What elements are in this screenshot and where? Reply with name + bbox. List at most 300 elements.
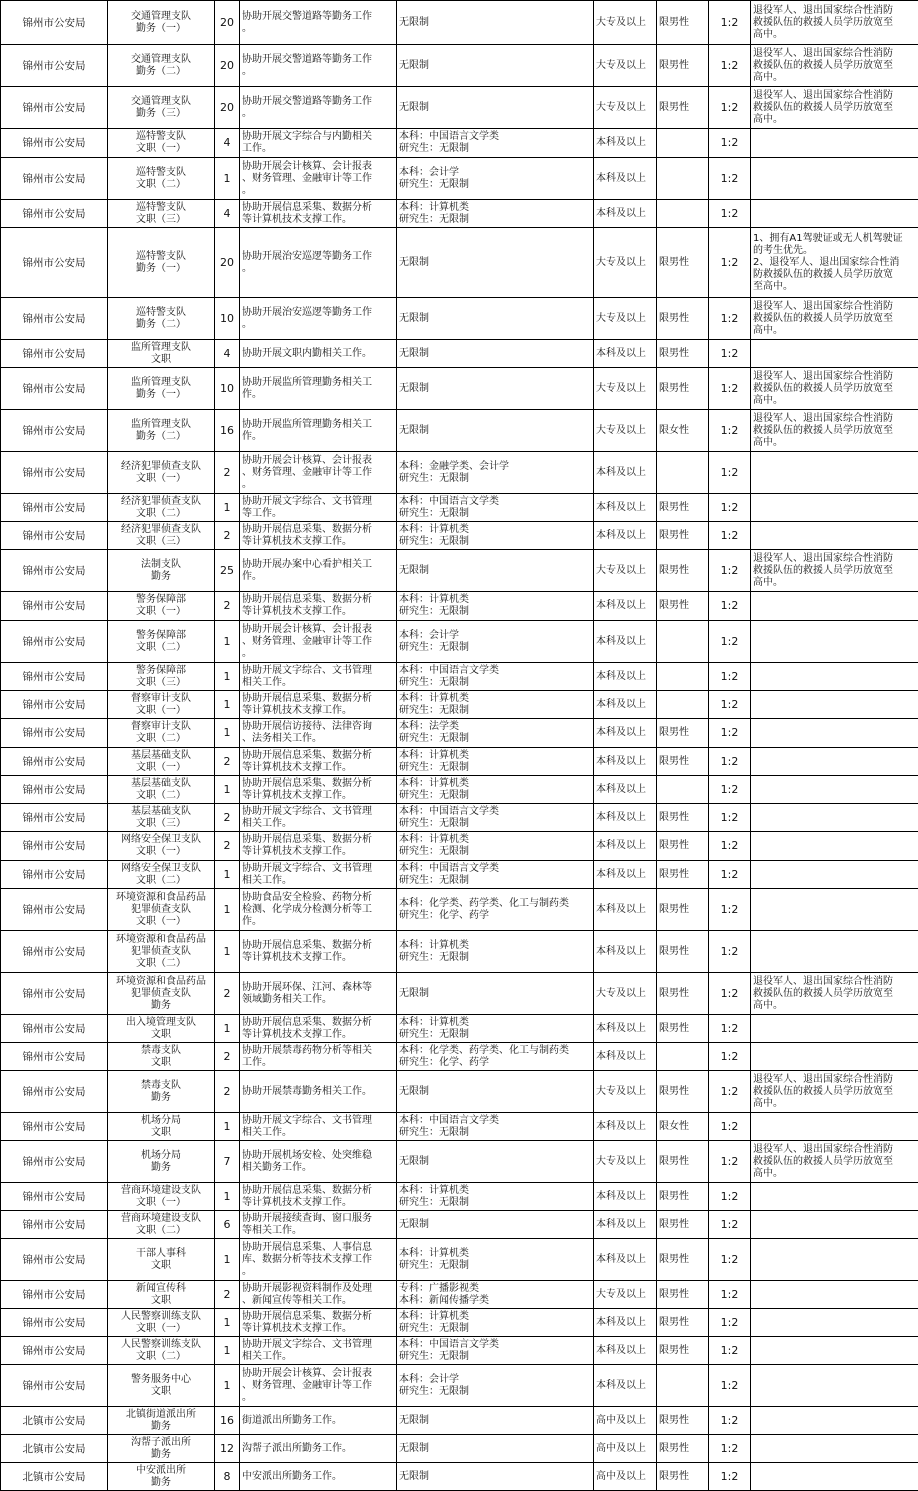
note-cell [751,1239,918,1281]
gender-cell [657,129,709,158]
note-cell [751,200,918,228]
ratio-cell: 1:2 [709,832,751,861]
position-cell: 出入境管理支队 文职 [108,1015,215,1043]
note-cell [751,494,918,522]
position-cell: 沟帮子派出所 勤务 [108,1435,215,1463]
major-cell: 本科：法学类 研究生：无限制 [397,719,594,748]
gender-cell: 限男性 [657,1309,709,1337]
major-cell: 本科：中国语言文学类 研究生：无限制 [397,494,594,522]
note-cell [751,1407,918,1435]
duty-cell: 协助开展监所管理勤务相关工 作。 [240,368,397,410]
count-cell: 1 [215,1309,240,1337]
ratio-cell: 1:2 [709,340,751,368]
ratio-cell: 1:2 [709,1435,751,1463]
position-cell: 巡特警支队 勤务（一） [108,228,215,298]
major-cell: 本科：计算机类 研究生：无限制 [397,1015,594,1043]
table-row [1,1463,918,1491]
count-cell: 1 [215,621,240,663]
ratio-cell: 1:2 [709,1365,751,1407]
gender-cell: 限男性 [657,931,709,973]
education-cell: 本科及以上 [594,889,657,931]
count-cell: 20 [215,45,240,87]
gender-cell: 限男性 [657,592,709,621]
duty-cell: 协助开展信息采集、数据分析 等计算机技术支撑工作。 [240,200,397,228]
count-cell: 2 [215,452,240,494]
position-cell: 干部人事科 文职 [108,1239,215,1281]
position-cell: 监所管理支队 勤务（一） [108,368,215,410]
major-cell: 本科：中国语言文学类 研究生：无限制 [397,861,594,889]
note-cell [751,776,918,804]
count-cell: 1 [215,1015,240,1043]
table-row [1,158,918,200]
ratio-cell: 1:2 [709,1015,751,1043]
major-cell: 本科：计算机类 研究生：无限制 [397,748,594,776]
unit-cell: 锦州市公安局 [1,1183,108,1211]
major-cell: 本科：中国语言文学类 研究生：无限制 [397,1337,594,1365]
count-cell: 2 [215,1043,240,1071]
gender-cell: 限男性 [657,889,709,931]
unit-cell: 锦州市公安局 [1,550,108,592]
note-cell: 退役军人、退出国家综合性消防 救援队伍的救援人员学历放宽至 高中。 [751,410,918,452]
table-row [1,1407,918,1435]
note-cell [751,1043,918,1071]
unit-cell: 锦州市公安局 [1,663,108,691]
unit-cell: 锦州市公安局 [1,1,108,45]
major-cell: 本科：中国语言文学类 研究生：无限制 [397,663,594,691]
table-row [1,228,918,298]
count-cell: 1 [215,663,240,691]
table-row [1,1183,918,1211]
count-cell: 12 [215,1435,240,1463]
table-row [1,889,918,931]
ratio-cell: 1:2 [709,1043,751,1071]
major-cell: 无限制 [397,1,594,45]
education-cell: 本科及以上 [594,592,657,621]
gender-cell: 限男性 [657,45,709,87]
count-cell: 1 [215,691,240,719]
position-cell: 北镇街道派出所 勤务 [108,1407,215,1435]
table-row [1,861,918,889]
table-row [1,1309,918,1337]
position-cell: 机场分局 勤务 [108,1141,215,1183]
note-cell [751,1463,918,1491]
education-cell: 大专及以上 [594,973,657,1015]
table-row [1,1239,918,1281]
table-row [1,719,918,748]
unit-cell: 锦州市公安局 [1,368,108,410]
gender-cell [657,200,709,228]
position-cell: 新闻宣传科 文职 [108,1281,215,1309]
unit-cell: 锦州市公安局 [1,410,108,452]
table-row [1,592,918,621]
duty-cell: 街道派出所勤务工作。 [240,1407,397,1435]
gender-cell: 限男性 [657,1281,709,1309]
major-cell: 本科：计算机类 研究生：无限制 [397,832,594,861]
education-cell: 本科及以上 [594,1309,657,1337]
major-cell: 无限制 [397,45,594,87]
table-row [1,1043,918,1071]
major-cell: 本科：会计学 研究生：无限制 [397,1365,594,1407]
education-cell: 大专及以上 [594,87,657,129]
position-cell: 经济犯罪侦查支队 文职（二） [108,494,215,522]
education-cell: 本科及以上 [594,861,657,889]
count-cell: 7 [215,1141,240,1183]
duty-cell: 协助开展文字综合、文书管理 相关工作。 [240,1113,397,1141]
unit-cell: 锦州市公安局 [1,973,108,1015]
duty-cell: 协助开展信息采集、数据分析 等计算机技术支撑工作。 [240,1015,397,1043]
gender-cell: 限男性 [657,1071,709,1113]
education-cell: 本科及以上 [594,1043,657,1071]
duty-cell: 协助开展接续查询、窗口服务 等相关工作。 [240,1211,397,1239]
position-cell: 网络安全保卫支队 文职（二） [108,861,215,889]
major-cell: 无限制 [397,1463,594,1491]
major-cell: 本科：计算机类 研究生：无限制 [397,931,594,973]
duty-cell: 协助开展信息采集、数据分析 等计算机技术支撑工作。 [240,832,397,861]
education-cell: 本科及以上 [594,200,657,228]
position-cell: 机场分局 文职 [108,1113,215,1141]
ratio-cell: 1:2 [709,663,751,691]
table-row [1,410,918,452]
table-row [1,340,918,368]
duty-cell: 协助开展禁毒勤务相关工作。 [240,1071,397,1113]
ratio-cell: 1:2 [709,621,751,663]
unit-cell: 锦州市公安局 [1,522,108,550]
duty-cell: 协助开展信息采集、人事信息 库、数据分析等技术支撑工作 。 [240,1239,397,1281]
table-row [1,368,918,410]
duty-cell: 协助开展影视资料制作及处理 、新闻宣传等相关工作。 [240,1281,397,1309]
ratio-cell: 1:2 [709,1211,751,1239]
major-cell: 无限制 [397,410,594,452]
gender-cell: 限男性 [657,973,709,1015]
duty-cell: 沟帮子派出所勤务工作。 [240,1435,397,1463]
note-cell [751,1113,918,1141]
duty-cell: 协助开展环保、江河、森林等 领域勤务相关工作。 [240,973,397,1015]
ratio-cell: 1:2 [709,1183,751,1211]
gender-cell: 限男性 [657,87,709,129]
unit-cell: 北镇市公安局 [1,1435,108,1463]
table-row [1,1071,918,1113]
duty-cell: 协助开展会计核算、会计报表 、财务管理、金融审计等工作 。 [240,621,397,663]
duty-cell: 协助开展信息采集、数据分析 等计算机技术支撑工作。 [240,776,397,804]
education-cell: 本科及以上 [594,832,657,861]
education-cell: 本科及以上 [594,1183,657,1211]
unit-cell: 锦州市公安局 [1,87,108,129]
count-cell: 2 [215,832,240,861]
ratio-cell: 1:2 [709,494,751,522]
duty-cell: 协助开展治安巡逻等勤务工作 。 [240,228,397,298]
count-cell: 20 [215,1,240,45]
position-cell: 网络安全保卫支队 文职（一） [108,832,215,861]
note-cell [751,1365,918,1407]
note-cell: 退役军人、退出国家综合性消防 救援队伍的救援人员学历放宽至 高中。 [751,1,918,45]
major-cell: 本科：计算机类 研究生：无限制 [397,1309,594,1337]
ratio-cell: 1:2 [709,228,751,298]
gender-cell: 限男性 [657,1435,709,1463]
ratio-cell: 1:2 [709,368,751,410]
ratio-cell: 1:2 [709,452,751,494]
unit-cell: 北镇市公安局 [1,1407,108,1435]
table-row [1,1015,918,1043]
count-cell: 2 [215,748,240,776]
gender-cell: 限男性 [657,804,709,832]
duty-cell: 协助开展文字综合、文书管理 相关工作。 [240,861,397,889]
note-cell [751,861,918,889]
gender-cell: 限男性 [657,522,709,550]
unit-cell: 锦州市公安局 [1,1239,108,1281]
unit-cell: 锦州市公安局 [1,1043,108,1071]
position-cell: 交通管理支队 勤务（三） [108,87,215,129]
duty-cell: 协助食品安全检验、药物分析 检测、化学成分检测分析等工 作。 [240,889,397,931]
gender-cell [657,776,709,804]
unit-cell: 锦州市公安局 [1,340,108,368]
table-row [1,1141,918,1183]
duty-cell: 协助开展文字综合、文书管理 相关工作。 [240,804,397,832]
unit-cell: 锦州市公安局 [1,1211,108,1239]
gender-cell: 限男性 [657,1463,709,1491]
ratio-cell: 1:2 [709,1281,751,1309]
table-row [1,748,918,776]
education-cell: 本科及以上 [594,719,657,748]
table-row [1,1337,918,1365]
ratio-cell: 1:2 [709,200,751,228]
gender-cell [657,691,709,719]
education-cell: 高中及以上 [594,1407,657,1435]
ratio-cell: 1:2 [709,748,751,776]
gender-cell [657,1365,709,1407]
table-row [1,1435,918,1463]
duty-cell: 协助开展监所管理勤务相关工 作。 [240,410,397,452]
education-cell: 本科及以上 [594,494,657,522]
count-cell: 1 [215,1337,240,1365]
duty-cell: 协助开展文字综合、文书管理 等工作。 [240,494,397,522]
position-cell: 督察审计支队 文职（一） [108,691,215,719]
unit-cell: 北镇市公安局 [1,1463,108,1491]
major-cell: 本科：计算机类 研究生：无限制 [397,776,594,804]
table-row [1,663,918,691]
ratio-cell: 1:2 [709,1309,751,1337]
count-cell: 10 [215,368,240,410]
count-cell: 1 [215,931,240,973]
ratio-cell: 1:2 [709,1407,751,1435]
gender-cell: 限男性 [657,861,709,889]
note-cell: 退役军人、退出国家综合性消防 救援队伍的救援人员学历放宽至 高中。 [751,1071,918,1113]
count-cell: 20 [215,87,240,129]
education-cell: 本科及以上 [594,158,657,200]
unit-cell: 锦州市公安局 [1,45,108,87]
count-cell: 1 [215,1183,240,1211]
duty-cell: 协助开展办案中心看护相关工 作。 [240,550,397,592]
education-cell: 大专及以上 [594,1071,657,1113]
education-cell: 大专及以上 [594,298,657,340]
note-cell: 退役军人、退出国家综合性消防 救援队伍的救援人员学历放宽至 高中。 [751,973,918,1015]
duty-cell: 协助开展会计核算、会计报表 、财务管理、金融审计等工作 。 [240,452,397,494]
unit-cell: 锦州市公安局 [1,719,108,748]
gender-cell: 限男性 [657,832,709,861]
position-cell: 营商环境建设支队 文职（一） [108,1183,215,1211]
position-cell: 警务保障部 文职（三） [108,663,215,691]
table-row [1,522,918,550]
ratio-cell: 1:2 [709,1113,751,1141]
position-cell: 人民警察训练支队 文职（一） [108,1309,215,1337]
ratio-cell: 1:2 [709,861,751,889]
education-cell: 本科及以上 [594,1337,657,1365]
position-cell: 督察审计支队 文职（二） [108,719,215,748]
major-cell: 本科：计算机类 研究生：无限制 [397,691,594,719]
education-cell: 本科及以上 [594,1239,657,1281]
gender-cell: 限男性 [657,1337,709,1365]
position-cell: 警务保障部 文职（二） [108,621,215,663]
note-cell: 退役军人、退出国家综合性消防 救援队伍的救援人员学历放宽至 高中。 [751,550,918,592]
education-cell: 大专及以上 [594,1,657,45]
table-row [1,832,918,861]
table-row [1,1281,918,1309]
gender-cell: 限男性 [657,228,709,298]
gender-cell: 限男性 [657,1211,709,1239]
ratio-cell: 1:2 [709,410,751,452]
duty-cell: 协助开展文字综合、文书管理 相关工作。 [240,1337,397,1365]
note-cell [751,719,918,748]
position-cell: 巡特警支队 文职（一） [108,129,215,158]
count-cell: 25 [215,550,240,592]
duty-cell: 协助开展机场安检、处突维稳 相关勤务工作。 [240,1141,397,1183]
note-cell: 退役军人、退出国家综合性消防 救援队伍的救援人员学历放宽至 高中。 [751,1141,918,1183]
table-row [1,87,918,129]
major-cell: 无限制 [397,550,594,592]
note-cell [751,663,918,691]
table-row [1,776,918,804]
major-cell: 本科：中国语言文学类 研究生：无限制 [397,129,594,158]
ratio-cell: 1:2 [709,1239,751,1281]
count-cell: 20 [215,228,240,298]
ratio-cell: 1:2 [709,87,751,129]
major-cell: 无限制 [397,87,594,129]
position-cell: 警务服务中心 文职 [108,1365,215,1407]
note-cell [751,1015,918,1043]
gender-cell: 限男性 [657,748,709,776]
gender-cell: 限男性 [657,494,709,522]
ratio-cell: 1:2 [709,550,751,592]
table-row [1,1,918,45]
count-cell: 16 [215,1407,240,1435]
major-cell: 无限制 [397,1407,594,1435]
ratio-cell: 1:2 [709,1071,751,1113]
education-cell: 大专及以上 [594,368,657,410]
duty-cell: 协助开展信息采集、数据分析 等计算机技术支撑工作。 [240,748,397,776]
education-cell: 大专及以上 [594,550,657,592]
major-cell: 本科：中国语言文学类 研究生：无限制 [397,1113,594,1141]
unit-cell: 锦州市公安局 [1,1365,108,1407]
table-row [1,1113,918,1141]
gender-cell [657,621,709,663]
major-cell: 专科：广播影视类 本科：新闻传播学类 [397,1281,594,1309]
unit-cell: 锦州市公安局 [1,1281,108,1309]
duty-cell: 协助开展交警道路等勤务工作 。 [240,45,397,87]
gender-cell: 限男性 [657,1239,709,1281]
count-cell: 2 [215,973,240,1015]
duty-cell: 协助开展交警道路等勤务工作 。 [240,87,397,129]
position-cell: 监所管理支队 文职 [108,340,215,368]
major-cell: 本科：计算机类 研究生：无限制 [397,200,594,228]
note-cell: 退役军人、退出国家综合性消防 救援队伍的救援人员学历放宽至 高中。 [751,368,918,410]
unit-cell: 锦州市公安局 [1,1071,108,1113]
unit-cell: 锦州市公安局 [1,1337,108,1365]
duty-cell: 协助开展信息采集、数据分析 等计算机技术支撑工作。 [240,592,397,621]
unit-cell: 锦州市公安局 [1,494,108,522]
position-cell: 法制支队 勤务 [108,550,215,592]
duty-cell: 协助开展禁毒药物分析等相关 工作。 [240,1043,397,1071]
count-cell: 1 [215,1113,240,1141]
major-cell: 无限制 [397,340,594,368]
gender-cell: 限男性 [657,1015,709,1043]
major-cell: 无限制 [397,1141,594,1183]
unit-cell: 锦州市公安局 [1,776,108,804]
duty-cell: 协助开展文字综合与内勤相关 工作。 [240,129,397,158]
position-cell: 环境资源和食品药品 犯罪侦查支队 文职（一） [108,889,215,931]
gender-cell [657,663,709,691]
gender-cell [657,1043,709,1071]
major-cell: 无限制 [397,298,594,340]
position-cell: 经济犯罪侦查支队 文职（三） [108,522,215,550]
duty-cell: 协助开展信息采集、数据分析 等计算机技术支撑工作。 [240,1183,397,1211]
position-cell: 环境资源和食品药品 犯罪侦查支队 文职（二） [108,931,215,973]
gender-cell: 限女性 [657,1113,709,1141]
table-row [1,973,918,1015]
table-row [1,691,918,719]
unit-cell: 锦州市公安局 [1,592,108,621]
count-cell: 1 [215,861,240,889]
count-cell: 4 [215,340,240,368]
position-cell: 巡特警支队 文职（二） [108,158,215,200]
count-cell: 16 [215,410,240,452]
count-cell: 1 [215,776,240,804]
gender-cell: 限男性 [657,1407,709,1435]
note-cell [751,592,918,621]
unit-cell: 锦州市公安局 [1,804,108,832]
major-cell: 本科：会计学 研究生：无限制 [397,621,594,663]
major-cell: 本科：计算机类 研究生：无限制 [397,1183,594,1211]
table-body [1,1,918,1491]
position-cell: 经济犯罪侦查支队 文职（一） [108,452,215,494]
note-cell: 退役军人、退出国家综合性消防 救援队伍的救援人员学历放宽至 高中。 [751,87,918,129]
duty-cell: 协助开展治安巡逻等勤务工作 。 [240,298,397,340]
note-cell [751,340,918,368]
duty-cell: 协助开展会计核算、会计报表 、财务管理、金融审计等工作 。 [240,158,397,200]
gender-cell: 限男性 [657,1141,709,1183]
unit-cell: 锦州市公安局 [1,298,108,340]
ratio-cell: 1:2 [709,45,751,87]
position-cell: 基层基础支队 文职（一） [108,748,215,776]
unit-cell: 锦州市公安局 [1,200,108,228]
ratio-cell: 1:2 [709,592,751,621]
unit-cell: 锦州市公安局 [1,861,108,889]
table-row [1,1211,918,1239]
major-cell: 无限制 [397,228,594,298]
unit-cell: 锦州市公安局 [1,832,108,861]
position-cell: 巡特警支队 勤务（二） [108,298,215,340]
education-cell: 大专及以上 [594,45,657,87]
position-cell: 基层基础支队 文职（三） [108,804,215,832]
ratio-cell: 1:2 [709,691,751,719]
unit-cell: 锦州市公安局 [1,1141,108,1183]
count-cell: 4 [215,129,240,158]
duty-cell: 协助开展交警道路等勤务工作 。 [240,1,397,45]
duty-cell: 协助开展信息采集、数据分析 等计算机技术支撑工作。 [240,522,397,550]
note-cell [751,1211,918,1239]
note-cell: 退役军人、退出国家综合性消防 救援队伍的救援人员学历放宽至 高中。 [751,298,918,340]
education-cell: 本科及以上 [594,340,657,368]
count-cell: 2 [215,804,240,832]
ratio-cell: 1:2 [709,804,751,832]
